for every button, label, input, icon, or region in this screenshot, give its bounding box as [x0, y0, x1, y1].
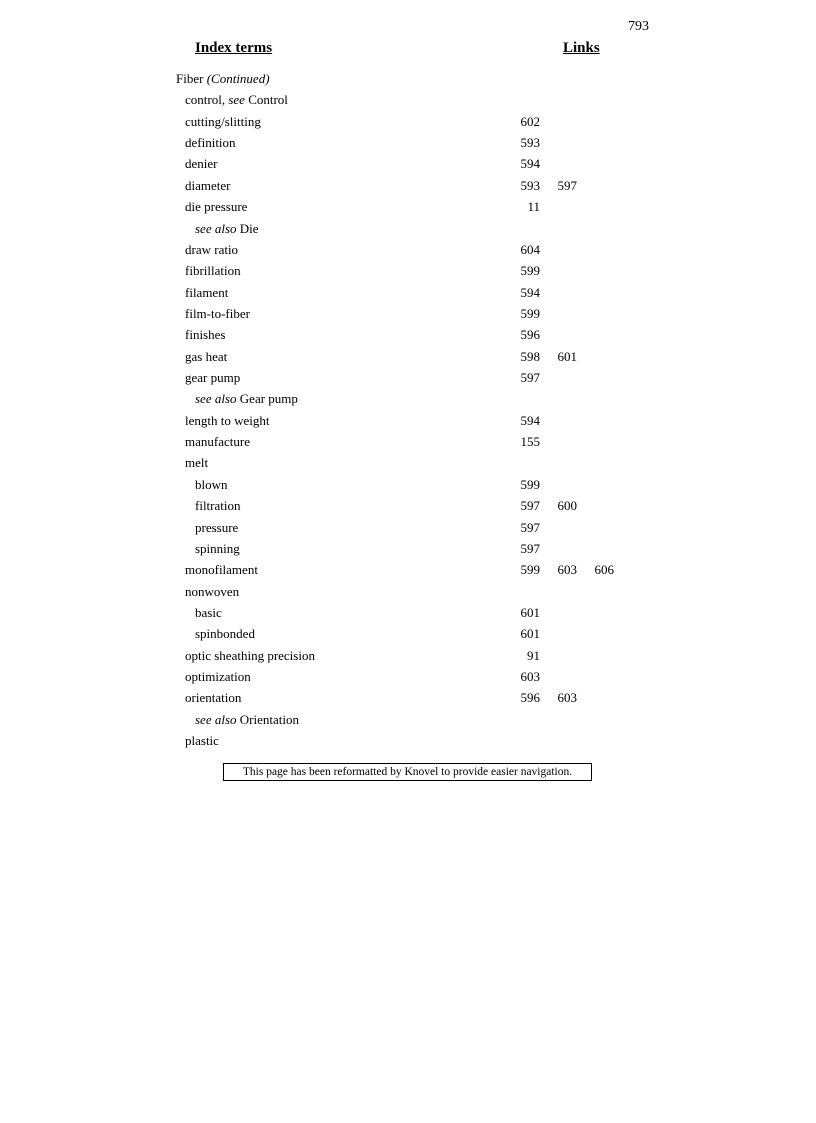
- index-term: [195, 709, 299, 730]
- index-entry-row: [0, 324, 816, 345]
- index-term: [185, 581, 239, 602]
- index-term: [185, 346, 227, 367]
- index-term: [195, 623, 255, 644]
- term-text: optic sheathing precision: [185, 647, 315, 663]
- index-entry-row: [0, 645, 816, 666]
- index-entry-row: [0, 452, 816, 473]
- page-link[interactable]: 597: [520, 540, 540, 556]
- index-term: [185, 175, 230, 196]
- index-entry-row: [0, 687, 816, 708]
- index-term: [185, 452, 208, 473]
- page-link[interactable]: 594: [520, 412, 540, 428]
- see-reference-target[interactable]: Gear pump: [236, 391, 298, 407]
- continued-label: (Continued): [206, 71, 270, 86]
- index-entry-row: [0, 474, 816, 495]
- index-entry-row: [0, 410, 816, 431]
- index-term: [185, 89, 288, 110]
- term-text: fibrillation: [185, 263, 241, 279]
- index-entry-row: [0, 239, 816, 260]
- index-term: [185, 730, 219, 751]
- term-text: pressure: [195, 519, 239, 535]
- index-entry-row: [0, 559, 816, 580]
- page-link[interactable]: 593: [520, 135, 540, 151]
- page-link[interactable]: 600: [557, 498, 577, 514]
- index-entry-row: [0, 175, 816, 196]
- index-terms-header: Index terms: [195, 40, 273, 56]
- index-entry-row: [0, 602, 816, 623]
- page-link[interactable]: 596: [520, 690, 540, 706]
- index-term: [185, 687, 241, 708]
- index-term: [195, 474, 228, 495]
- page-link[interactable]: 597: [520, 498, 540, 514]
- index-term: [195, 218, 259, 239]
- page-link[interactable]: 599: [520, 263, 540, 279]
- term-text: melt: [185, 455, 209, 471]
- index-entry-row: [0, 709, 816, 730]
- page-link[interactable]: 597: [520, 370, 540, 386]
- see-reference-target[interactable]: Orientation: [236, 711, 299, 727]
- term-text: monofilament: [185, 562, 258, 578]
- index-entries: [0, 68, 816, 752]
- term-text: Fiber: [176, 71, 204, 86]
- see-reference-label: see also: [195, 220, 237, 236]
- links-header: Links: [563, 40, 600, 56]
- term-text: cutting/slitting: [185, 113, 261, 129]
- term-text: diameter: [185, 177, 231, 193]
- index-entry-row: [0, 260, 816, 281]
- index-entry-row: [0, 89, 816, 110]
- term-text: basic: [195, 604, 222, 620]
- index-term: [195, 388, 298, 409]
- term-text: filament: [185, 284, 229, 300]
- term-text: finishes: [185, 327, 226, 343]
- see-reference-label: see also: [195, 391, 237, 407]
- index-entry-row: [0, 132, 816, 153]
- index-entry-row: [0, 282, 816, 303]
- index-entry-row: [0, 623, 816, 644]
- index-term: [185, 132, 236, 153]
- index-term: [185, 239, 238, 260]
- term-text: definition: [185, 135, 236, 151]
- index-term: [185, 260, 241, 281]
- term-text: optimization: [185, 669, 251, 685]
- knovel-reformat-notice: This page has been reformatted by Knovel to provide easier navigation.: [223, 763, 592, 781]
- page-number: 793: [628, 19, 649, 34]
- index-term: [185, 431, 250, 452]
- page-link[interactable]: 596: [520, 327, 540, 343]
- index-term: [185, 645, 315, 666]
- page-link[interactable]: 604: [520, 241, 540, 257]
- term-text: plastic: [185, 733, 219, 749]
- term-text: gas heat: [185, 348, 228, 364]
- page-link[interactable]: 603: [520, 669, 540, 685]
- index-entry-row: [0, 666, 816, 687]
- page-link[interactable]: 11: [527, 199, 540, 215]
- index-term: [185, 559, 258, 580]
- page-link[interactable]: 606: [594, 562, 614, 578]
- index-term: [176, 68, 270, 89]
- page-link[interactable]: 603: [557, 562, 577, 578]
- page-link[interactable]: 603: [557, 690, 577, 706]
- index-term: [185, 303, 250, 324]
- term-text: spinbonded: [195, 626, 255, 642]
- see-reference-label: see: [228, 92, 245, 108]
- index-term: [185, 153, 217, 174]
- index-entry-row: [0, 196, 816, 217]
- index-entry-row: [0, 581, 816, 602]
- index-entry-row: [0, 388, 816, 409]
- term-text: nonwoven: [185, 583, 240, 599]
- index-entry-row: [0, 303, 816, 324]
- page-link[interactable]: 599: [520, 305, 540, 321]
- term-text: gear pump: [185, 370, 241, 386]
- term-text: filtration: [195, 498, 241, 514]
- page-link[interactable]: 601: [520, 604, 540, 620]
- page-link[interactable]: 599: [520, 562, 540, 578]
- index-term: [195, 538, 240, 559]
- page-link[interactable]: 598: [520, 348, 540, 364]
- index-entry-row: [0, 111, 816, 132]
- index-term: [185, 282, 228, 303]
- term-text: denier: [185, 156, 218, 172]
- page-link[interactable]: 91: [527, 647, 540, 663]
- term-text: length to weight: [185, 412, 270, 428]
- page-link[interactable]: 155: [520, 434, 540, 450]
- page-link[interactable]: 597: [557, 177, 577, 193]
- index-term: [195, 517, 238, 538]
- page-link[interactable]: 594: [520, 156, 540, 172]
- index-term: [185, 410, 270, 431]
- term-text: control,: [185, 92, 229, 108]
- page-link[interactable]: 599: [520, 476, 540, 492]
- term-text: orientation: [185, 690, 242, 706]
- index-term: [185, 666, 251, 687]
- index-entry-row: [0, 495, 816, 516]
- index-entry-row: [0, 431, 816, 452]
- index-entry-row: [0, 538, 816, 559]
- see-reference-target[interactable]: Control: [244, 92, 288, 108]
- index-entry-row: [0, 730, 816, 751]
- term-text: blown: [195, 476, 228, 492]
- index-entry-row: [0, 68, 816, 89]
- page-link[interactable]: 593: [520, 177, 540, 193]
- page-link[interactable]: 601: [557, 348, 577, 364]
- index-term: [185, 324, 225, 345]
- term-text: spinning: [195, 540, 240, 556]
- term-text: manufacture: [185, 434, 250, 450]
- term-text: film-to-fiber: [185, 305, 250, 321]
- index-entry-row: [0, 346, 816, 367]
- see-reference-target[interactable]: Die: [236, 220, 259, 236]
- index-entry-row: [0, 218, 816, 239]
- index-entry-row: [0, 153, 816, 174]
- page-link[interactable]: 601: [520, 626, 540, 642]
- index-term: [185, 111, 261, 132]
- term-text: die pressure: [185, 199, 248, 215]
- index-term: [195, 495, 241, 516]
- index-term: [185, 196, 247, 217]
- see-reference-label: see also: [195, 711, 237, 727]
- index-term: [195, 602, 222, 623]
- page-link[interactable]: 594: [520, 284, 540, 300]
- page-link[interactable]: 602: [520, 113, 540, 129]
- index-term: [185, 367, 240, 388]
- index-entry-row: [0, 517, 816, 538]
- term-text: draw ratio: [185, 241, 239, 257]
- page-link[interactable]: 597: [520, 519, 540, 535]
- index-entry-row: [0, 367, 816, 388]
